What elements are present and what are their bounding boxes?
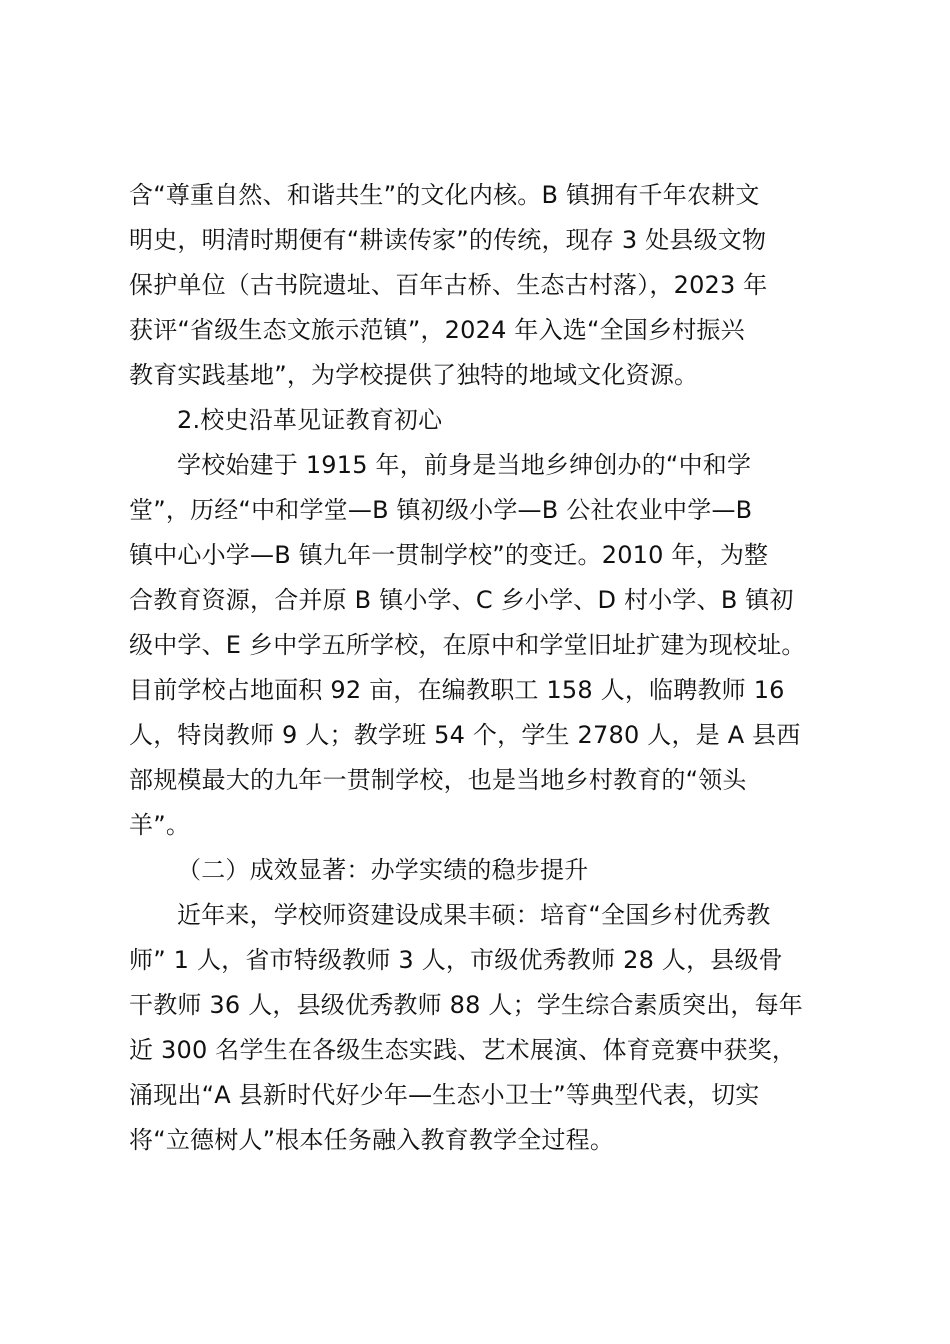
text-line: 近年来，学校师资建设成果丰硕：培育“全国乡村优秀教	[177, 901, 771, 929]
text-line: 羊”。	[129, 811, 191, 839]
text-line: 镇中心小学—B 镇九年一贯制学校”的变迁。2010 年，为整	[129, 541, 769, 569]
text-line: 干教师 36 人，县级优秀教师 88 人；学生综合素质突出，每年	[129, 991, 803, 1019]
text-line: 学校始建于 1915 年，前身是当地乡绅创办的“中和学	[177, 451, 752, 479]
text-line: 人，特岗教师 9 人；教学班 54 个，学生 2780 人，是 A 县西	[129, 721, 801, 749]
text-line: 将“立德树人”根本任务融入教育教学全过程。	[129, 1126, 615, 1154]
text-line: 教育实践基地”，为学校提供了独特的地域文化资源。	[129, 361, 699, 389]
section-heading: 2.校史沿革见证教育初心	[177, 406, 443, 434]
text-line: 级中学、E 乡中学五所学校，在原中和学堂旧址扩建为现校址。	[129, 631, 806, 659]
text-line: 堂”，历经“中和学堂—B 镇初级小学—B 公社农业中学—B	[129, 496, 753, 524]
text-line: 近 300 名学生在各级生态实践、艺术展演、体育竞赛中获奖，	[129, 1036, 797, 1064]
text-line: 明史，明清时期便有“耕读传家”的传统，现存 3 处县级文物	[129, 226, 767, 254]
text-line: 合教育资源，合并原 B 镇小学、C 乡小学、D 村小学、B 镇初	[129, 586, 794, 614]
text-line: 获评“省级生态文旅示范镇”，2024 年入选“全国乡村振兴	[129, 316, 745, 344]
text-line: 涌现出“A 县新时代好少年—生态小卫士”等典型代表，切实	[129, 1081, 760, 1109]
section-heading: （二）成效显著：办学实绩的稳步提升	[177, 856, 589, 884]
text-line: 目前学校占地面积 92 亩，在编教职工 158 人，临聘教师 16	[129, 676, 785, 704]
text-line: 师” 1 人，省市特级教师 3 人，市级优秀教师 28 人，县级骨	[129, 946, 783, 974]
text-line: 保护单位（古书院遗址、百年古桥、生态古村落），2023 年	[129, 271, 768, 299]
text-line: 含“尊重自然、和谐共生”的文化内核。B 镇拥有千年农耕文	[129, 181, 760, 209]
text-line: 部规模最大的九年一贯制学校，也是当地乡村教育的“领头	[129, 766, 747, 794]
